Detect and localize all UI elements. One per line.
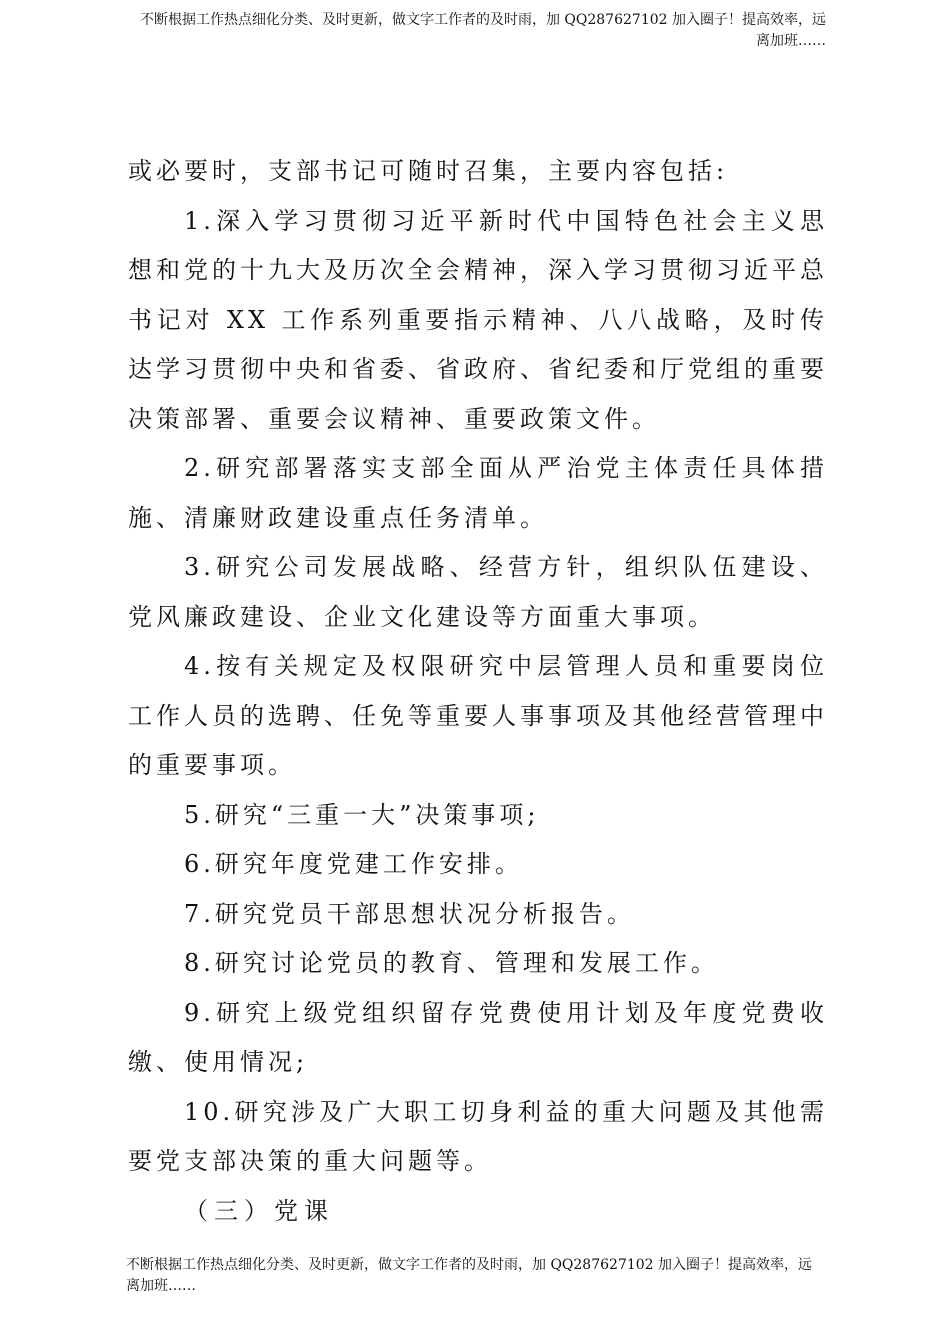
list-item: 3.研究公司发展战略、经营方针，组织队伍建设、党风廉政建设、企业文化建设等方面重大事项。 <box>128 553 828 631</box>
document-body <box>128 147 828 1236</box>
page-header-note: 不断根据工作热点细化分类、及时更新，做文字工作者的及时雨，加 QQ287627102 加入圈子！提高效率，远离加班…… <box>139 12 826 49</box>
list-item: 10.研究涉及广大职工切身利益的重大问题及其他需要党支部决策的重大问题等。 <box>128 1097 828 1175</box>
list-item: 2.研究部署落实支部全面从严治党主体责任具体措施、清廉财政建设重点任务清单。 <box>128 454 828 532</box>
intro-paragraph: 或必要时，支部书记可随时召集，主要内容包括: <box>128 157 729 185</box>
list-item: 8.研究讨论党员的教育、管理和发展工作。 <box>184 949 719 977</box>
list-item: 5.研究“三重一大”决策事项; <box>184 800 540 829</box>
list-item: 7.研究党员干部思想状况分析报告。 <box>184 899 635 928</box>
page-footer-note: 不断根据工作热点细化分类、及时更新，做文字工作者的及时雨，加 QQ287627102 加入圈子！提高效率，远离加班…… <box>126 1257 813 1294</box>
list-item: 4.按有关规定及权限研究中层管理人员和重要岗位工作人员的选聘、任免等重要人事事项及其他经营管理中的重要事项。 <box>128 652 828 779</box>
list-item: 1.深入学习贯彻习近平新时代中国特色社会主义思想和党的十九大及历次全会精神，深入学习贯彻习近平总书记对 XX 工作系列重要指示精神、八八战略，及时传达学习贯彻中央和省委、省政府、省纪委和厅党组的重要决策部署、重要会议精神、重要政策文件。 <box>128 206 828 433</box>
list-item: 6.研究年度党建工作安排。 <box>184 850 523 878</box>
list-item: 9.研究上级党组织留存党费使用计划及年度党费收缴、使用情况; <box>128 998 828 1076</box>
section-heading: （三）党课 <box>184 1196 334 1225</box>
